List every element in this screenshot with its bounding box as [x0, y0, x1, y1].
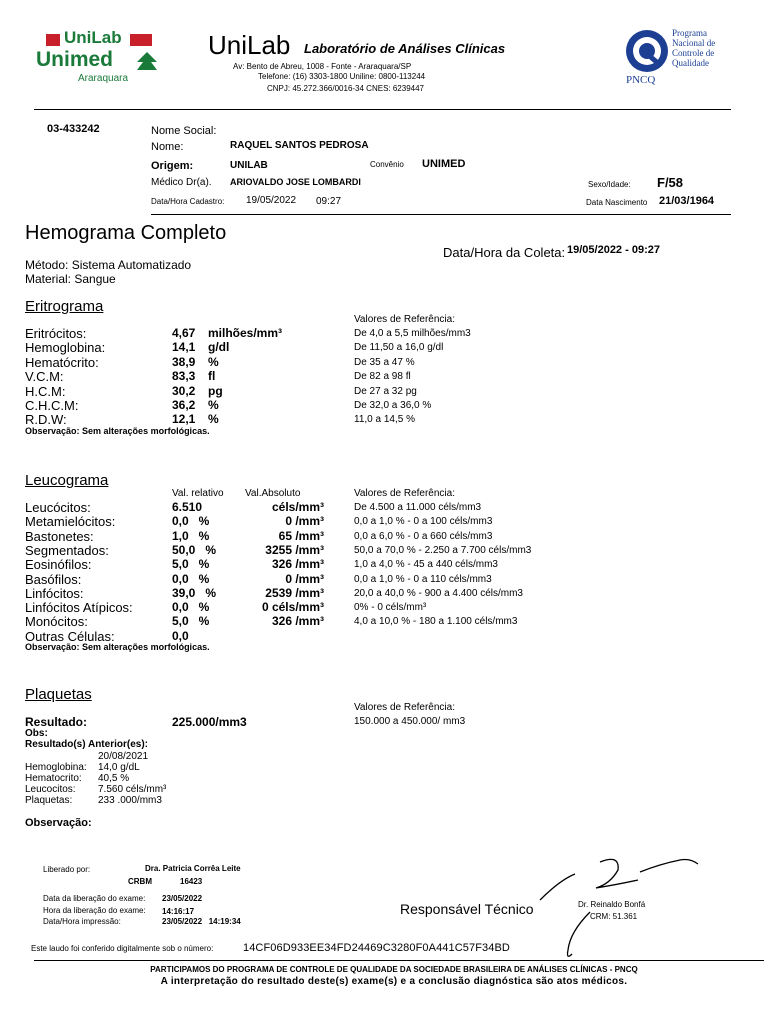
eritro-param-value: 38,9 — [172, 355, 196, 369]
technician-crm: CRM: 51.361 — [590, 912, 638, 921]
pncq-line-2: Nacional de — [672, 38, 716, 48]
eritro-ref-header: Valores de Referência: — [354, 314, 455, 325]
eritro-observation: Observação: Sem alterações morfológicas. — [25, 426, 210, 436]
eritro-param-name: Hemoglobina: — [25, 340, 106, 355]
eritro-param-unit: milhões/mm³ — [208, 326, 283, 340]
leuco-param-name: Leucócitos: — [25, 500, 91, 515]
eritro-param-unit: pg — [208, 384, 223, 398]
previous-result-value: 233 .000/mm3 — [98, 795, 162, 806]
material-text: Material: Sangue — [25, 272, 116, 286]
leuco-col-absolute: Val.Absoluto — [245, 488, 301, 499]
leuco-param-ref: 0% - 0 céls/mm³ — [354, 602, 427, 613]
previous-result-name: Hemoglobina: — [25, 762, 87, 773]
leuco-param-name: Outras Células: — [25, 629, 115, 644]
origin-value: UNILAB — [230, 160, 268, 171]
plaq-obs-label: Obs: — [25, 728, 48, 739]
leuco-param-absolute: 326 /mm³ — [271, 557, 324, 571]
exam-title: Hemograma Completo — [25, 222, 227, 244]
method-text: Método: Sistema Automatizado — [25, 258, 192, 272]
digital-check-label: Este laudo foi conferido digitalmente sob o número: — [31, 944, 214, 953]
registration-time: 09:27 — [316, 196, 342, 207]
unimed-tree-icon — [134, 50, 160, 74]
eritro-param-name: H.C.M: — [25, 384, 66, 399]
collect-value: 19/05/2022 - 09:27 — [567, 244, 660, 256]
convenio-label: Convênio — [370, 160, 404, 169]
logo-top-text: UniLab — [64, 28, 122, 47]
logo-red-bar-right-icon — [130, 34, 152, 46]
previous-result-name: Plaquetas: — [25, 795, 73, 806]
release-date-label: Data da liberação do exame: — [43, 894, 146, 903]
lab-subtitle: Laboratório de Análises Clínicas — [304, 41, 506, 56]
digital-check-id: 14CF06D933EE34FD24469C3280F0A441C57F34BD — [243, 942, 510, 954]
pncq-line-3: Controle de — [672, 48, 715, 58]
leucograma-title: Leucograma — [25, 472, 109, 489]
lab-name: UniLab — [208, 30, 291, 60]
leuco-param-ref: 4,0 a 10,0 % - 180 a 1.100 céls/mm3 — [354, 616, 518, 627]
leuco-param-absolute: céls/mm³ — [271, 500, 324, 514]
logo-red-bar-icon — [46, 34, 60, 46]
medical-disclaimer: A interpretação do resultado deste(s) exame(s) e a conclusão diagnóstica são atos médicos. — [160, 976, 628, 987]
leuco-param-relative: 5,0 % — [172, 557, 210, 571]
plaq-result-value: 225.000/mm3 — [172, 715, 247, 729]
leuco-observation: Observação: Sem alterações morfológicas. — [25, 642, 210, 652]
previous-result-value: 40,5 % — [98, 773, 130, 784]
released-by-label: Liberado por: — [43, 865, 91, 874]
header-divider — [34, 109, 731, 110]
leuco-param-ref: De 4.500 a 11.000 céls/mm3 — [354, 502, 482, 513]
leuco-param-name: Segmentados: — [25, 543, 109, 558]
leuco-ref-header: Valores de Referência: — [354, 488, 455, 499]
leuco-param-ref: 1,0 a 4,0 % - 45 a 440 céls/mm3 — [354, 559, 498, 570]
previous-result-name: Hematocrito: — [25, 773, 82, 784]
pncq-seal-icon — [624, 28, 670, 74]
crbm-value: 16423 — [180, 877, 203, 886]
leuco-param-ref: 20,0 a 40,0 % - 900 a 4.400 céls/mm3 — [354, 588, 523, 599]
eritro-param-value: 30,2 — [172, 384, 196, 398]
previous-results-date: 20/08/2021 — [98, 751, 149, 762]
logo-city: Araraquara — [78, 73, 129, 84]
leuco-param-relative: 50,0 % — [172, 543, 217, 557]
previous-result-value: 14,0 g/dL — [98, 762, 140, 773]
previous-result-value: 7.560 céls/mm³ — [98, 784, 167, 795]
crbm-label: CRBM — [128, 877, 152, 886]
leuco-param-absolute: 3255 /mm³ — [265, 543, 324, 557]
registration-date: 19/05/2022 — [246, 195, 297, 206]
leuco-param-ref: 50,0 a 70,0 % - 2.250 a 7.700 céls/mm3 — [354, 545, 532, 556]
social-name-label: Nome Social: — [151, 125, 217, 137]
responsible-label: Responsável Técnico — [400, 901, 534, 917]
doctor-label: Médico Dr(a). — [151, 177, 212, 188]
leuco-param-name: Metamielócitos: — [25, 514, 116, 529]
pncq-line-4: Qualidade — [672, 58, 709, 68]
lab-address: Av: Bento de Abreu, 1008 - Fonte - Araraquara/SP — [233, 62, 412, 71]
plaq-ref-header: Valores de Referência: — [354, 702, 455, 713]
release-date-value: 23/05/2022 — [162, 894, 203, 903]
eritro-param-value: 36,2 — [172, 398, 196, 412]
eritro-param-unit: % — [208, 355, 219, 369]
leuco-param-relative: 1,0 % — [172, 529, 210, 543]
leuco-param-absolute: 65 /mm³ — [278, 529, 324, 543]
leuco-param-absolute: 326 /mm³ — [271, 614, 324, 628]
patient-name: RAQUEL SANTOS PEDROSA — [230, 140, 369, 151]
eritro-param-value: 4,67 — [172, 326, 196, 340]
eritro-param-value: 12,1 — [172, 412, 196, 426]
footer-divider — [34, 960, 764, 961]
eritro-param-ref: De 32,0 a 36,0 % — [354, 400, 432, 411]
eritro-param-ref: De 11,50 a 16,0 g/dl — [354, 342, 444, 353]
lab-cnpj: CNPJ: 45.272.366/0016-34 CNES: 6239447 — [267, 84, 424, 93]
technician-name: Dr. Reinaldo Bonfá — [578, 900, 646, 909]
eritro-param-unit: % — [208, 398, 219, 412]
collect-label: Data/Hora da Coleta: — [443, 245, 566, 260]
leuco-param-absolute: 0 /mm³ — [285, 572, 324, 586]
birth-value: 21/03/1964 — [659, 195, 715, 207]
leuco-param-ref: 0,0 a 6,0 % - 0 a 660 céls/mm3 — [354, 531, 493, 542]
eritro-param-ref: De 82 a 98 fl — [354, 371, 411, 382]
leuco-param-absolute: 0 céls/mm³ — [261, 600, 324, 614]
sex-age-label: Sexo/Idade: — [588, 180, 631, 189]
release-time-label: Hora da liberação do exame: — [43, 906, 146, 915]
pncq-logo — [622, 26, 732, 96]
plaq-result-label: Resultado: — [25, 715, 88, 729]
pncq-line-1: Programa — [672, 28, 707, 38]
doctor-name: ARIOVALDO JOSE LOMBARDI — [230, 177, 361, 187]
convenio-value: UNIMED — [422, 158, 466, 170]
leuco-param-name: Monócitos: — [25, 614, 88, 629]
leuco-param-relative: 5,0 % — [172, 614, 210, 628]
eritro-param-value: 83,3 — [172, 369, 196, 383]
eritro-param-name: R.D.W: — [25, 412, 67, 427]
leuco-param-relative: 6.510 — [172, 500, 203, 514]
leuco-param-ref: 0,0 a 1,0 % - 0 a 110 céls/mm3 — [354, 574, 492, 585]
sex-age-value: F/58 — [657, 175, 684, 190]
eritro-param-ref: De 35 a 47 % — [354, 357, 415, 368]
previous-result-name: Leucocitos: — [25, 784, 76, 795]
plaq-ref-value: 150.000 a 450.000/ mm3 — [354, 716, 466, 727]
plaq-observacao-label: Observação: — [25, 817, 92, 829]
patient-divider — [151, 214, 731, 215]
eritro-param-name: C.H.C.M: — [25, 398, 79, 413]
eritro-param-unit: % — [208, 412, 219, 426]
print-value: 23/05/2022 14:19:34 — [162, 917, 241, 926]
eritro-param-name: Eritrócitos: — [25, 326, 87, 341]
eritro-param-ref: 11,0 a 14,5 % — [354, 414, 415, 425]
unilab-unimed-logo — [34, 28, 164, 88]
leuco-param-name: Eosinófilos: — [25, 557, 92, 572]
name-label: Nome: — [151, 141, 184, 153]
leuco-param-relative: 0,0 — [172, 629, 189, 643]
eritro-param-name: V.C.M: — [25, 369, 64, 384]
released-by-name: Dra. Patricia Corrêa Leite — [145, 864, 241, 873]
leuco-param-name: Basófilos: — [25, 572, 82, 587]
leuco-col-relative: Val. relativo — [172, 488, 224, 499]
leuco-param-name: Linfócitos: — [25, 586, 84, 601]
lab-phone: Telefone: (16) 3303-1800 Uniline: 0800-113244 — [258, 72, 426, 81]
leuco-param-name: Bastonetes: — [25, 529, 94, 544]
plaquetas-title: Plaquetas — [25, 686, 92, 703]
eritro-param-unit: g/dl — [208, 340, 230, 354]
origin-label: Origem: — [151, 160, 194, 172]
eritro-param-name: Hematócrito: — [25, 355, 99, 370]
pncq-participation: PARTICIPAMOS DO PROGRAMA DE CONTROLE DE QUALIDADE DA SOCIEDADE BRASILEIRA DE ANÁLISES CLÍNICAS - PNCQ — [150, 965, 638, 974]
print-label: Data/Hora impressão: — [43, 917, 121, 926]
leuco-param-ref: 0,0 a 1,0 % - 0 a 100 céls/mm3 — [354, 516, 493, 527]
leuco-param-absolute: 0 /mm³ — [285, 514, 324, 528]
birth-label: Data Nascimento — [586, 198, 648, 207]
leuco-param-relative: 39,0 % — [172, 586, 217, 600]
leuco-param-relative: 0,0 % — [172, 572, 210, 586]
leuco-param-name: Linfócitos Atípicos: — [25, 600, 133, 615]
eritrograma-title: Eritrograma — [25, 298, 104, 315]
pncq-badge: PNCQ — [626, 74, 656, 86]
previous-results-label: Resultado(s) Anterior(es): — [25, 739, 148, 750]
logo-unimed-text: Unimed — [36, 48, 114, 71]
eritro-param-ref: De 27 a 32 pg — [354, 386, 417, 397]
registration-label: Data/Hora Cadastro: — [151, 197, 225, 206]
patient-code: 03-433242 — [47, 123, 100, 135]
pncq-text — [672, 28, 715, 68]
eritro-param-ref: De 4,0 a 5,5 milhões/mm3 — [354, 328, 471, 339]
leuco-param-relative: 0,0 % — [172, 514, 210, 528]
eritro-param-unit: fl — [208, 369, 216, 383]
leuco-param-absolute: 2539 /mm³ — [265, 586, 324, 600]
eritro-param-value: 14,1 — [172, 340, 196, 354]
release-time-value: 14:16:17 — [162, 907, 195, 916]
leuco-param-relative: 0,0 % — [172, 600, 210, 614]
